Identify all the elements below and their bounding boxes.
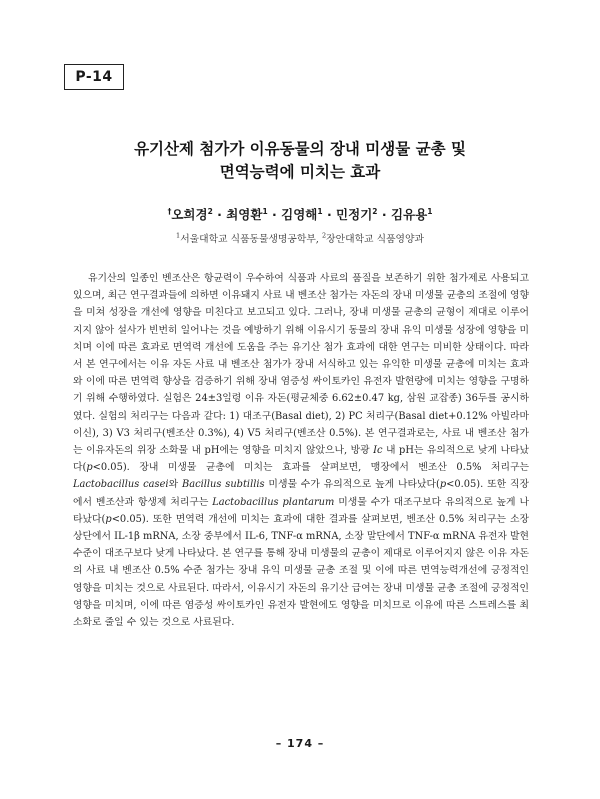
abstract-italic-term: Lactobacillus casei bbox=[73, 479, 169, 491]
author-separator: · bbox=[212, 207, 227, 222]
author-affiliation-mark: 2 bbox=[372, 206, 378, 216]
abstract-italic-term: p bbox=[439, 479, 447, 491]
abstract-italic-term: p bbox=[86, 462, 93, 474]
abstract-italic-term: Bacillus subtillis bbox=[181, 479, 265, 491]
abstract-text: 와 bbox=[168, 479, 182, 491]
author-affiliation-mark: 1 bbox=[262, 206, 268, 216]
affiliation-mark: 1 bbox=[176, 231, 181, 240]
abstract-text: <0.05). 또한 직장에서 벤조산과 항생제 처리구는 bbox=[73, 479, 530, 508]
author-affiliation-mark: 1 bbox=[427, 206, 433, 216]
abstract-text: <0.05). 또한 면역력 개선에 미치는 효과에 대한 결과를 살펴보면, 벤조산 0.5% 처리구는 소장 상단에서 IL-1β mRNA, 소장 중부에서 IL-6, TNF-α mRNA, 소장 말단에서 TNF-α mRNA 유전자 발현 수준이 대조구보다 낮게 나타났다. 본 연구를 통해 장내 미생물의 균총이 제대로 이루어지지 않은 이유 자돈의 사료 내 벤조산 0.5% 수준 첨가는 장내 유익 미생물 균총 조절 및 이에 따른 면역능력개선에 긍정적인 영향을 미치는 것으로 사료된다. 따라서, 이유시기 자돈의 유기산 급여는 장내 미생물 균총 조절에 긍정적인 영향을 미치며, 이에 따른 염증성 싸이토카인 유전자 발현에도 영향을 미치므로 이유에 따른 스트레스를 최소화로 줄일 수 있는 것으로 사료된다. bbox=[73, 513, 529, 629]
author-name: 김유용 bbox=[390, 207, 428, 222]
author-name: 민정기 bbox=[336, 207, 373, 222]
affiliation-text: 장안대학교 식품영양과 bbox=[326, 234, 424, 245]
affiliation-text: 서울대학교 식품동물생명공학부, bbox=[180, 234, 323, 245]
author-name: 오희경 bbox=[171, 207, 208, 222]
author-affiliation-mark: 1 bbox=[317, 206, 323, 216]
abstract-italic-term: p bbox=[105, 513, 112, 525]
corresponding-author-mark: † bbox=[167, 206, 172, 216]
author-affiliation-mark: 2 bbox=[207, 206, 213, 216]
author-list bbox=[40, 205, 560, 223]
author-separator: · bbox=[267, 207, 282, 222]
poster-code: P-14 bbox=[75, 69, 113, 85]
author-name: 최영환 bbox=[226, 207, 263, 222]
paper-title-line-2: 면역능력에 미치는 효과 bbox=[219, 163, 381, 181]
abstract-italic-term: Lactobacillus plantarum bbox=[212, 496, 335, 508]
abstract-text: 유기산의 일종인 벤조산은 항균력이 우수하여 식품과 사료의 품질을 보존하기 위한 첨가제로 사용되고 있으며, 최근 연구결과들에 의하면 이유돼지 사료 내 벤조산 첨가는 자돈의 장내 미생물 균총의 조절에 영향을 미쳐 성장을 개선에 영향을 미친다고 보고되고 있다. 그러나, 장내 미생물 균총의 균형이 제대로 이루어지지 않아 설사가 빈번히 일어나는 것을 예방하기 위해 이유시기 동물의 장내 유익 미생물 성장에 영향을 미치며 이에 따른 효과로 면역력 개선에 도움을 주는 유기산 첨가 효과에 대한 연구는 미비한 상태이다. 따라서 본 연구에서는 이유 자돈 사료 내 벤조산 첨가가 장내 서식하고 있는 유익한 미생물 균총에 미치는 효과와 이에 따른 면역력 향상을 검증하기 위해 장내 염증성 싸이토카인 유전자 발현량에 미치는 영향을 구명하기 위해 수행하였다. 실험은 24±3일령 이유 자돈(평균체중 6.62±0.47 kg, 삼원 교잡종) 36두를 공시하였다. 실험의 처리구는 다음과 같다: 1) 대조구(Basal diet), 2) PC 처리구(Basal diet+0.12% 아빌라마이신), 3) V3 처리구(벤조산 0.3%), 4) V5 처리구(벤조산 0.5%). 본 연구결과로는, 사료 내 벤조산 첨가는 이유자돈의 위장 소화물 내 pH에는 영향을 미치지 않았으나, 방광 bbox=[73, 273, 529, 457]
author-separator: · bbox=[377, 207, 391, 222]
abstract-text: 내 pH는 유의적으로 낮게 나타났다( bbox=[73, 445, 529, 474]
abstract-italic-term: Ic bbox=[373, 445, 383, 457]
poster-code-box bbox=[64, 64, 124, 90]
affiliation-mark: 2 bbox=[322, 231, 327, 240]
abstract-body bbox=[73, 270, 529, 631]
abstract-text: 미생물 수가 유의적으로 높게 나타났다( bbox=[264, 479, 440, 491]
abstract-text: 미생물 수가 대조구보다 유의적으로 높게 나타났다( bbox=[73, 496, 529, 525]
author-name: 김영해 bbox=[281, 207, 318, 222]
affiliation-list bbox=[40, 231, 560, 245]
paper-title-line-1: 유기산제 첨가가 이유동물의 장내 미생물 균총 및 bbox=[134, 140, 466, 158]
author-separator: · bbox=[322, 207, 337, 222]
abstract-text: <0.05). 장내 미생물 균총에 미치는 효과를 살펴보면, 맹장에서 벤조산 0.5% 처리구는 bbox=[92, 462, 529, 474]
page-number: – 174 – bbox=[275, 737, 325, 750]
